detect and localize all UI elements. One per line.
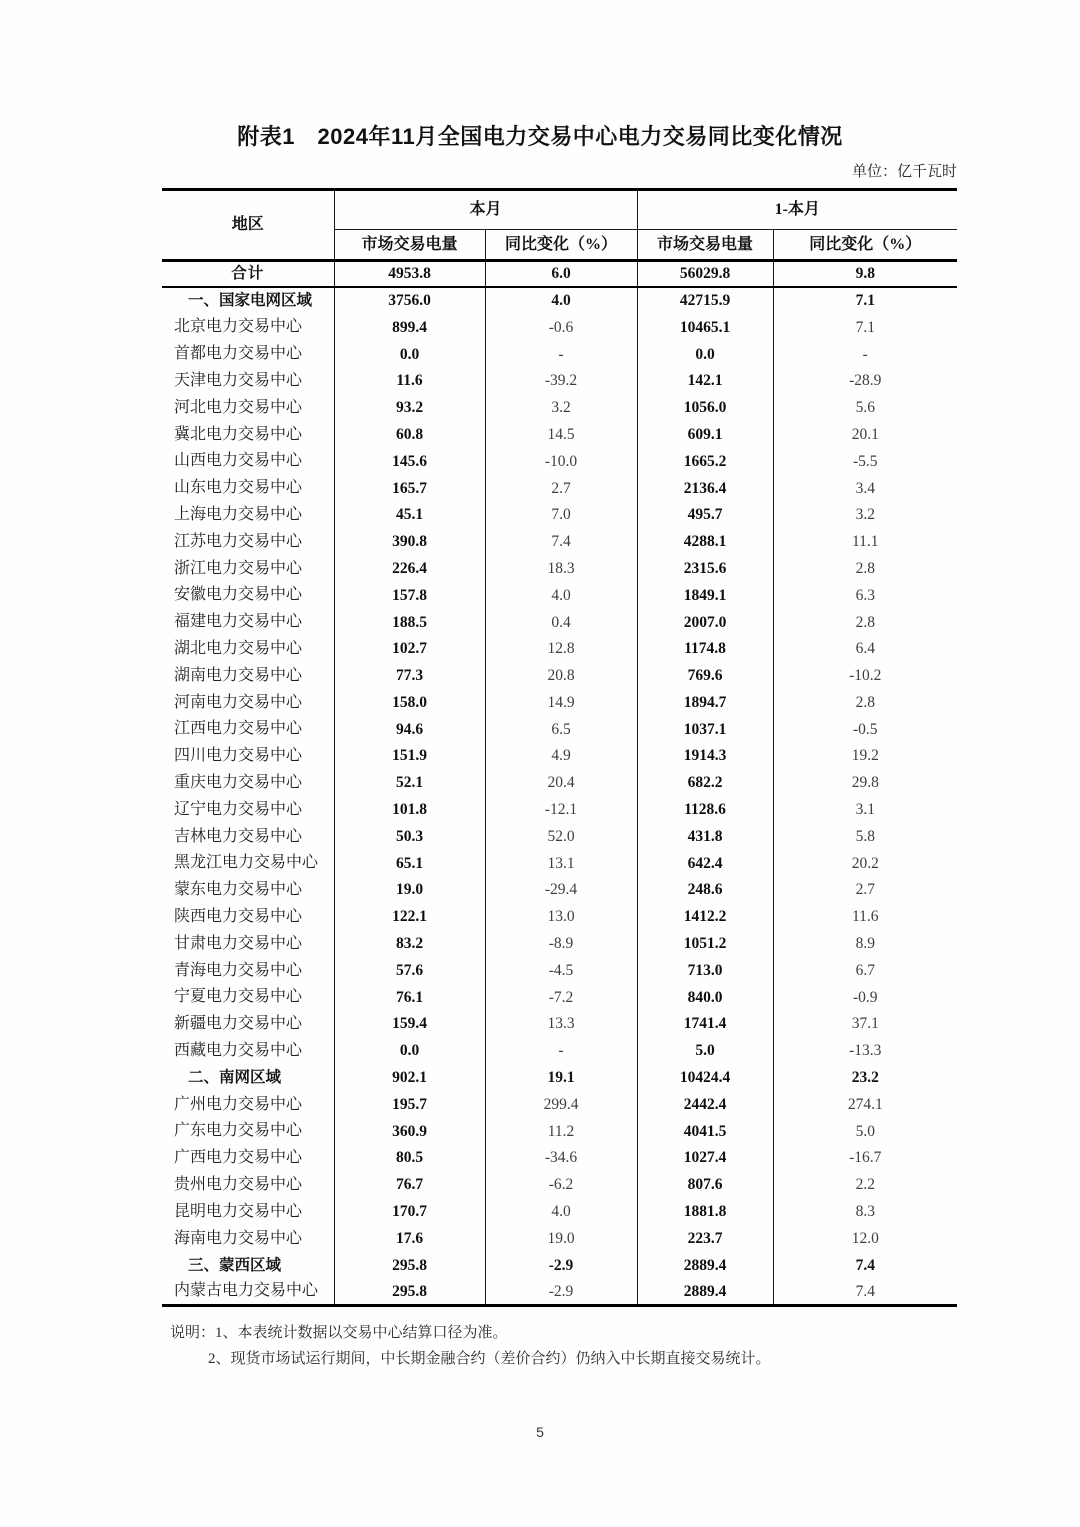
cell-value: 122.1	[334, 904, 485, 931]
cell-value: 101.8	[334, 796, 485, 823]
cell-value: 94.6	[334, 716, 485, 743]
cell-value: 2889.4	[637, 1252, 773, 1279]
table-row	[162, 877, 957, 904]
cell-value: 13.0	[485, 904, 637, 931]
cell-value: 642.4	[637, 850, 773, 877]
cell-region: 西藏电力交易中心	[162, 1038, 334, 1065]
table-row	[162, 394, 957, 421]
cell-value: -2.9	[485, 1252, 637, 1279]
table-row	[162, 904, 957, 931]
header-cumulative-volume: 市场交易电量	[637, 230, 773, 261]
cell-value: 0.0	[334, 341, 485, 368]
cell-value: 295.8	[334, 1252, 485, 1279]
cell-value: 12.0	[851, 1229, 879, 1247]
cell-region: 上海电力交易中心	[162, 502, 334, 529]
cell-value: -6.2	[485, 1172, 637, 1199]
table-row	[162, 582, 957, 609]
cell-value: 0.0	[637, 341, 773, 368]
cell-region: 山东电力交易中心	[162, 475, 334, 502]
cell-value: 20.8	[485, 662, 637, 689]
cell-value: 1665.2	[637, 448, 773, 475]
table-notes	[170, 1320, 1080, 1373]
table-title: 附表1 2024年11月全国电力交易中心电力交易同比变化情况	[237, 124, 843, 149]
cell-value: 2.8	[855, 559, 875, 577]
cell-value: 0.4	[485, 609, 637, 636]
cell-value: 93.2	[334, 394, 485, 421]
cell-value: 2889.4	[637, 1279, 773, 1306]
cell-value: -39.2	[485, 368, 637, 395]
cell-region: 昆明电力交易中心	[162, 1198, 334, 1225]
cell-value: 2.7	[485, 475, 637, 502]
cell-region: 首都电力交易中心	[162, 341, 334, 368]
cell-region: 海南电力交易中心	[162, 1225, 334, 1252]
cell-region: 山西电力交易中心	[162, 448, 334, 475]
cell-value: 165.7	[334, 475, 485, 502]
cell-region: 河北电力交易中心	[162, 394, 334, 421]
cell-value: 8.3	[855, 1203, 875, 1221]
header-row-groups	[162, 190, 957, 230]
cell-value: 6.4	[855, 640, 875, 658]
table-row	[162, 636, 957, 663]
cell-value: 2007.0	[637, 609, 773, 636]
header-group-month: 本月	[334, 190, 637, 230]
cell-value: 9.8	[773, 261, 957, 288]
cell-value: 7.4	[855, 1282, 875, 1300]
cell-region: 北京电力交易中心	[162, 314, 334, 341]
table-row	[162, 261, 957, 288]
table-header	[162, 190, 957, 261]
cell-value: 899.4	[334, 314, 485, 341]
table-row	[162, 528, 957, 555]
cell-region: 广州电力交易中心	[162, 1091, 334, 1118]
cell-value: 157.8	[334, 582, 485, 609]
cell-value: 6.0	[485, 261, 637, 288]
cell-region: 青海电力交易中心	[162, 957, 334, 984]
cell-region: 福建电力交易中心	[162, 609, 334, 636]
cell-region: 三、蒙西区域	[162, 1252, 334, 1279]
cell-value: 142.1	[637, 368, 773, 395]
cell-value: 5.8	[855, 827, 875, 845]
cell-value: 1849.1	[637, 582, 773, 609]
note-2: 2、现货市场试运行期间，中长期金融合约（差价合约）仍纳入中长期直接交易统计。	[208, 1351, 771, 1368]
cell-value: 299.4	[485, 1091, 637, 1118]
cell-value: 1881.8	[637, 1198, 773, 1225]
cell-value: 4.0	[485, 582, 637, 609]
cell-value: -10.2	[849, 667, 882, 685]
cell-region: 湖北电力交易中心	[162, 636, 334, 663]
power-trading-table	[162, 188, 957, 1307]
cell-value: 295.8	[334, 1279, 485, 1306]
header-cumulative-yoy: 同比变化（%）	[773, 230, 957, 261]
table-row	[162, 1172, 957, 1199]
cell-region: 湖南电力交易中心	[162, 662, 334, 689]
cell-value: -	[485, 1038, 637, 1065]
cell-value: 12.8	[485, 636, 637, 663]
cell-value: 57.6	[334, 957, 485, 984]
cell-value: -2.9	[485, 1279, 637, 1306]
table-row	[162, 1064, 957, 1091]
cell-region: 蒙东电力交易中心	[162, 877, 334, 904]
cell-value: 3.4	[855, 479, 875, 497]
cell-value: -28.9	[849, 372, 882, 390]
cell-region: 贵州电力交易中心	[162, 1172, 334, 1199]
cell-region: 江苏电力交易中心	[162, 528, 334, 555]
cell-region: 宁夏电力交易中心	[162, 984, 334, 1011]
cell-value: 56029.8	[637, 261, 773, 288]
cell-value: -	[862, 345, 868, 363]
header-month-yoy: 同比变化（%）	[485, 230, 637, 261]
cell-region: 冀北电力交易中心	[162, 421, 334, 448]
table-row	[162, 770, 957, 797]
cell-value: 3.2	[485, 394, 637, 421]
table-row	[162, 555, 957, 582]
cell-value: 5.0	[855, 1122, 875, 1140]
cell-value: 158.0	[334, 689, 485, 716]
cell-value: 495.7	[637, 502, 773, 529]
cell-value: 20.4	[485, 770, 637, 797]
cell-value: 4.9	[485, 743, 637, 770]
cell-value: 840.0	[637, 984, 773, 1011]
cell-value: 20.1	[851, 425, 879, 443]
table-body	[162, 261, 957, 1306]
cell-value: 10424.4	[637, 1064, 773, 1091]
cell-value: 3756.0	[334, 287, 485, 314]
table-row	[162, 341, 957, 368]
cell-value: 3.1	[855, 801, 875, 819]
cell-region: 合计	[162, 261, 334, 288]
cell-region: 黑龙江电力交易中心	[162, 850, 334, 877]
cell-value: 0.0	[334, 1038, 485, 1065]
cell-value: -13.3	[849, 1042, 882, 1060]
cell-value: 6.7	[855, 961, 875, 979]
table-row	[162, 823, 957, 850]
cell-value: 13.1	[485, 850, 637, 877]
cell-region: 浙江电力交易中心	[162, 555, 334, 582]
table-row	[162, 421, 957, 448]
cell-value: 2.2	[855, 1176, 875, 1194]
cell-value: 80.5	[334, 1145, 485, 1172]
cell-value: 1412.2	[637, 904, 773, 931]
table-row	[162, 1279, 957, 1306]
cell-value: 7.1	[855, 318, 875, 336]
cell-value: 2442.4	[637, 1091, 773, 1118]
cell-value: 390.8	[334, 528, 485, 555]
cell-value: -0.5	[852, 720, 878, 738]
cell-value: 274.1	[847, 1095, 883, 1113]
cell-value: 19.0	[485, 1225, 637, 1252]
cell-value: -	[485, 341, 637, 368]
cell-value: 52.0	[485, 823, 637, 850]
cell-value: 7.1	[855, 292, 875, 310]
note-1: 说明：1、本表统计数据以交易中心结算口径为准。	[170, 1325, 508, 1342]
table-row	[162, 689, 957, 716]
cell-region: 陕西电力交易中心	[162, 904, 334, 931]
cell-value: -0.9	[852, 988, 878, 1006]
cell-value: 159.4	[334, 1011, 485, 1038]
unit-label: 单位：亿千瓦时	[851, 164, 957, 180]
page-number: 5	[536, 1424, 544, 1440]
cell-region: 四川电力交易中心	[162, 743, 334, 770]
cell-value: 2.8	[855, 693, 875, 711]
cell-value: 52.1	[334, 770, 485, 797]
cell-value: 2315.6	[637, 555, 773, 582]
cell-value: 7.4	[855, 1256, 875, 1274]
cell-value: 11.2	[485, 1118, 637, 1145]
cell-value: 2.7	[855, 881, 875, 899]
cell-value: 1128.6	[637, 796, 773, 823]
cell-value: 19.2	[851, 747, 879, 765]
table-row	[162, 1225, 957, 1252]
cell-value: 1741.4	[637, 1011, 773, 1038]
cell-value: 4041.5	[637, 1118, 773, 1145]
table-row	[162, 448, 957, 475]
cell-region: 甘肃电力交易中心	[162, 930, 334, 957]
cell-value: 23.2	[851, 1069, 879, 1087]
cell-value: 2136.4	[637, 475, 773, 502]
cell-value: 4953.8	[334, 261, 485, 288]
cell-value: 45.1	[334, 502, 485, 529]
cell-value: -29.4	[485, 877, 637, 904]
cell-value: 1027.4	[637, 1145, 773, 1172]
cell-value: 145.6	[334, 448, 485, 475]
cell-value: 10465.1	[637, 314, 773, 341]
cell-value: 248.6	[637, 877, 773, 904]
cell-value: 6.5	[485, 716, 637, 743]
cell-value: 50.3	[334, 823, 485, 850]
cell-region: 安徽电力交易中心	[162, 582, 334, 609]
header-group-cumulative: 1-本月	[637, 190, 957, 230]
cell-value: -10.0	[485, 448, 637, 475]
cell-region: 重庆电力交易中心	[162, 770, 334, 797]
cell-value: 1056.0	[637, 394, 773, 421]
cell-value: 2.8	[855, 613, 875, 631]
cell-region: 新疆电力交易中心	[162, 1011, 334, 1038]
table-row	[162, 984, 957, 1011]
cell-value: 4.0	[485, 1198, 637, 1225]
cell-value: 11.6	[334, 368, 485, 395]
cell-value: 682.2	[637, 770, 773, 797]
cell-value: 769.6	[637, 662, 773, 689]
cell-value: -8.9	[485, 930, 637, 957]
cell-value: 77.3	[334, 662, 485, 689]
cell-value: 1914.3	[637, 743, 773, 770]
table-row	[162, 930, 957, 957]
cell-value: -16.7	[849, 1149, 882, 1167]
table-row	[162, 1118, 957, 1145]
table-row	[162, 287, 957, 314]
table-row	[162, 716, 957, 743]
cell-value: -34.6	[485, 1145, 637, 1172]
table-row	[162, 743, 957, 770]
cell-value: -4.5	[485, 957, 637, 984]
cell-value: 1051.2	[637, 930, 773, 957]
cell-value: -0.6	[485, 314, 637, 341]
cell-value: 102.7	[334, 636, 485, 663]
cell-value: 609.1	[637, 421, 773, 448]
cell-region: 江西电力交易中心	[162, 716, 334, 743]
cell-value: 20.2	[851, 854, 879, 872]
table-row	[162, 609, 957, 636]
table-row	[162, 662, 957, 689]
cell-value: 37.1	[851, 1015, 879, 1033]
cell-value: 14.9	[485, 689, 637, 716]
cell-value: 1174.8	[637, 636, 773, 663]
table-row	[162, 502, 957, 529]
cell-value: 1894.7	[637, 689, 773, 716]
cell-value: 19.1	[485, 1064, 637, 1091]
cell-value: -12.1	[485, 796, 637, 823]
cell-value: 7.0	[485, 502, 637, 529]
cell-value: 7.4	[485, 528, 637, 555]
cell-value: 11.6	[851, 908, 879, 926]
header-region: 地区	[162, 190, 334, 261]
cell-value: 4.0	[485, 287, 637, 314]
cell-value: 226.4	[334, 555, 485, 582]
table-row	[162, 1011, 957, 1038]
cell-region: 广西电力交易中心	[162, 1145, 334, 1172]
cell-value: 65.1	[334, 850, 485, 877]
cell-value: 902.1	[334, 1064, 485, 1091]
cell-value: 76.7	[334, 1172, 485, 1199]
table-row	[162, 957, 957, 984]
cell-value: 29.8	[851, 774, 879, 792]
cell-region: 天津电力交易中心	[162, 368, 334, 395]
cell-region: 吉林电力交易中心	[162, 823, 334, 850]
cell-region: 河南电力交易中心	[162, 689, 334, 716]
table-row	[162, 796, 957, 823]
cell-value: 17.6	[334, 1225, 485, 1252]
cell-value: 6.3	[855, 586, 875, 604]
table-row	[162, 368, 957, 395]
cell-value: 151.9	[334, 743, 485, 770]
cell-region: 二、南网区域	[162, 1064, 334, 1091]
table-row	[162, 1091, 957, 1118]
table-row	[162, 1252, 957, 1279]
cell-value: 19.0	[334, 877, 485, 904]
cell-value: 188.5	[334, 609, 485, 636]
cell-value: 713.0	[637, 957, 773, 984]
table-row	[162, 1145, 957, 1172]
cell-value: 76.1	[334, 984, 485, 1011]
cell-region: 一、国家电网区域	[162, 287, 334, 314]
cell-value: 5.6	[855, 399, 875, 417]
cell-value: 223.7	[637, 1225, 773, 1252]
cell-value: 360.9	[334, 1118, 485, 1145]
table-row	[162, 475, 957, 502]
cell-value: 4288.1	[637, 528, 773, 555]
cell-value: -5.5	[852, 452, 878, 470]
cell-value: 1037.1	[637, 716, 773, 743]
cell-region: 辽宁电力交易中心	[162, 796, 334, 823]
cell-region: 内蒙古电力交易中心	[162, 1279, 334, 1306]
cell-value: 11.1	[851, 533, 879, 551]
cell-value: 60.8	[334, 421, 485, 448]
cell-value: 431.8	[637, 823, 773, 850]
cell-value: 5.0	[637, 1038, 773, 1065]
cell-value: 170.7	[334, 1198, 485, 1225]
cell-value: 195.7	[334, 1091, 485, 1118]
table-row	[162, 314, 957, 341]
cell-value: 807.6	[637, 1172, 773, 1199]
cell-value: -7.2	[485, 984, 637, 1011]
cell-value: 18.3	[485, 555, 637, 582]
cell-value: 13.3	[485, 1011, 637, 1038]
cell-value: 8.9	[855, 935, 875, 953]
cell-region: 广东电力交易中心	[162, 1118, 334, 1145]
cell-value: 3.2	[855, 506, 875, 524]
table-row	[162, 1198, 957, 1225]
cell-value: 83.2	[334, 930, 485, 957]
cell-value: 14.5	[485, 421, 637, 448]
table-row	[162, 850, 957, 877]
cell-value: 42715.9	[637, 287, 773, 314]
header-month-volume: 市场交易电量	[334, 230, 485, 261]
table-row	[162, 1038, 957, 1065]
